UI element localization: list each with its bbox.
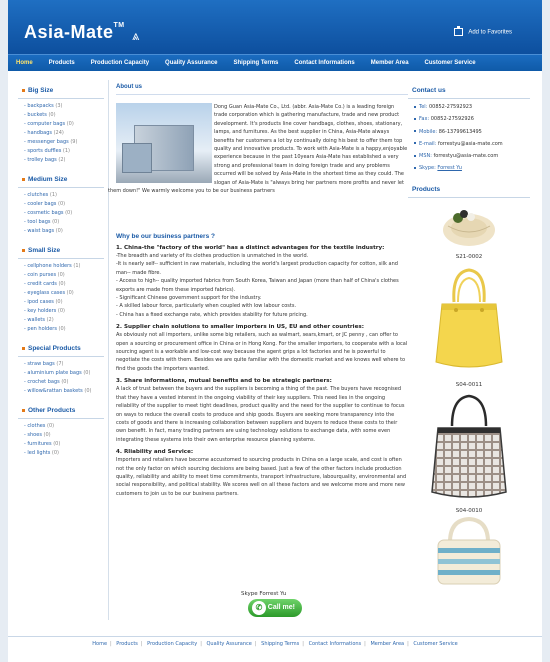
bullet-icon: [414, 130, 416, 132]
product-image: [408, 262, 530, 380]
contact-title: Contact us: [408, 82, 530, 99]
main-nav: [8, 54, 542, 71]
category-item[interactable]: - waist bags (0): [24, 228, 63, 234]
section-line: - China has a fixed exchange rate, which provides stability for future pricing.: [116, 311, 308, 318]
product-code: S04-0011: [455, 381, 483, 388]
product-item[interactable]: [408, 198, 530, 260]
product-image: [408, 516, 530, 586]
category-item[interactable]: - led lights (0): [24, 450, 60, 456]
product-image: [408, 390, 530, 506]
section-title: 2. Supplier chain solutions to smaller importers in US, EU and other countries:: [116, 324, 364, 331]
category-item[interactable]: - pen holders (0): [24, 326, 66, 332]
bullet-icon: [22, 178, 25, 181]
category-title: Other Products: [18, 402, 104, 419]
category-item[interactable]: - backpacks (3): [24, 103, 63, 109]
about-section: [108, 103, 408, 227]
page-title: About us: [116, 84, 142, 90]
contact-email[interactable]: E-mail: forrestyu@asia-mate.com: [408, 138, 530, 150]
nav-home[interactable]: Home: [16, 60, 33, 66]
bullet-icon: [414, 106, 416, 108]
photo-spacer: [108, 103, 214, 187]
category-item[interactable]: - cellphone holders (1): [24, 263, 81, 269]
footer-link-customer-service[interactable]: Customer Service: [413, 641, 458, 647]
footer-link-home[interactable]: Home: [92, 641, 108, 647]
products-title: Products: [408, 182, 530, 198]
footer-link-shipping-terms[interactable]: Shipping Terms: [261, 641, 300, 647]
category-item[interactable]: - willow&rattan baskets (0): [24, 388, 92, 394]
section-line: -It is nearly self-- sufficient in raw materials, including the world's largest production capacity for cotton, silk and man-- made fibre.: [116, 261, 398, 276]
right-sidebar: [408, 82, 530, 588]
nav-member-area[interactable]: Member Area: [370, 60, 409, 66]
separator: |: [200, 641, 202, 647]
bullet-icon: [414, 118, 416, 120]
bullet-icon: [414, 167, 416, 169]
category-item[interactable]: - crochet bags (0): [24, 379, 69, 385]
bullet-icon: [414, 142, 416, 144]
category-item[interactable]: - messenger bags (9): [24, 139, 78, 145]
section-title: 4. Rliability and Service:: [116, 449, 194, 456]
category-item[interactable]: - aluminium plate bags (0): [24, 370, 91, 376]
product-item[interactable]: [408, 262, 530, 388]
section-line: - Significant Chinese government support for the industry.: [116, 295, 262, 302]
section-paragraph: As obviously not all importers, unlike some big retailers, such as walmart, sears,kmart, or JC penny , can offer to open a sourcing or procurement office in China or in Hong Kong. For the smaller importers, to cooperate with a local sourcing agent is a workable and low-cost way because the agent grips a lot factories and he is powerful to negotiate the costs with them. Besides we are quite familiar with the domestic market and we knows well where to find the goods the importers wanted.: [116, 332, 408, 372]
bookmark-icon: [454, 28, 463, 36]
nav-production-capacity[interactable]: Production Capacity: [90, 60, 150, 66]
divider: [116, 94, 408, 95]
contact-list: [408, 99, 530, 175]
separator: |: [140, 641, 143, 647]
separator: |: [110, 641, 112, 647]
main-content: [108, 84, 408, 498]
footer-link-quality-assurance[interactable]: Quality Assurance: [206, 641, 252, 647]
contact-msn[interactable]: MSN: forrestyu@asia-mate.com: [408, 150, 530, 162]
footer-link-production-capacity[interactable]: Production Capacity: [147, 641, 198, 647]
nav-shipping-terms[interactable]: Shipping Terms: [233, 60, 279, 66]
bullet-icon: [414, 155, 416, 157]
category-item[interactable]: - clothes (0): [24, 423, 55, 429]
nav-customer-service[interactable]: Customer Service: [424, 60, 476, 66]
page: [8, 0, 542, 662]
footer-link-products[interactable]: Products: [116, 641, 138, 647]
logo-mark-icon: ⩓: [132, 29, 140, 44]
nav-products[interactable]: Products: [48, 60, 75, 66]
product-item[interactable]: [408, 516, 530, 588]
section-line: - A skilled labour force, particularly when coupled with low labour costs.: [116, 303, 297, 310]
category-item[interactable]: - computer bags (0): [24, 121, 74, 127]
separator: |: [254, 641, 257, 647]
category-item[interactable]: - coin purses (0): [24, 272, 65, 278]
category-item[interactable]: - sports duffles (1): [24, 148, 70, 154]
category-group: [18, 340, 104, 402]
contact-tel: Tel: 00852-27592923: [408, 101, 530, 113]
category-group: [18, 242, 104, 340]
section-title: 1. China-the "factory of the world" has a distinct advantages for the textile industry:: [116, 245, 385, 251]
contact-fax: Fax: 00852-27592926: [408, 113, 530, 125]
call-me-button[interactable]: ✆ Call me!: [248, 599, 302, 617]
category-item[interactable]: - wallets (2): [24, 317, 54, 323]
category-item[interactable]: - straw bags (7): [24, 361, 64, 367]
footer-link-member-area[interactable]: Member Area: [370, 641, 405, 647]
header: [8, 0, 542, 54]
category-list: [18, 259, 104, 340]
logo[interactable]: Asia-Mate™: [24, 22, 125, 42]
category-item[interactable]: - credit cards (0): [24, 281, 66, 287]
footer-link-contact-informations[interactable]: Contact Informations: [308, 641, 362, 647]
why-title: Why be our business partners ?: [116, 233, 215, 240]
category-group: [18, 402, 104, 464]
footer-nav: [8, 636, 542, 647]
category-item[interactable]: - ipod cases (0): [24, 299, 63, 305]
about-paragraph: Dong Guan Asia-Mate Co., Ltd. (abbr. Asia-Mate Co.) is a leading foreign trade corporation which is gathering manufacture, trade and new product development. It's products line cover handbags, clothes, shoes, stationary, lamps, and furnitures. As the best supplier in China, Asia-Mate always benefits her customers a lot by continually doing his best to offer them top quality and innovative products. To work with Asia-Mate is a happy,enjoyable experience because in the past 10years Asia-Mate has established a very strong and professional team in doing foreign trade and any problems occurred will be solved by Asia-Mate in the shortest time as they could. The slogan of Asia-Mate is "always bring her partners more profits and never let them down!" We warmly welcome you to be our business partners: [108, 104, 408, 195]
category-list: [18, 357, 104, 402]
category-item[interactable]: - furnitures (0): [24, 441, 61, 447]
category-list: [18, 419, 104, 464]
section-paragraph: A lack of trust between the buyers and the suppliers is becoming a thing of the past. The buyers have recognised that they have a vested interest in the ongoing viability of their key suppliers. This need lies in the ongoing reliability of the supplier to meet tight deadlines, product quality and the need for the supplier to continue to focus on ways to reduce the overall costs to produce and ship goods. Buyers are seeking more transparency into the costs of goods and there is increasing collaboration between suppliers and buyers to reduce these costs to their own benefit. In fact, many trading partners are using technology solutions to exchange data, with some even integrating these systems into their own enterprise resource planning systems.: [116, 386, 405, 443]
product-code: S04-0010: [455, 507, 483, 514]
category-item[interactable]: - tool bags (0): [24, 219, 60, 225]
category-group: [18, 82, 104, 171]
category-title: Big Size: [18, 82, 104, 99]
skype-label: Skype Forrest Yu: [241, 591, 287, 597]
category-item[interactable]: - shoes (0): [24, 432, 51, 438]
section-title: 3. Share informations, mutual benefits and to be strategic partners:: [116, 378, 332, 385]
add-to-favorites-link[interactable]: Add to Favorites: [454, 28, 512, 36]
section-line: - Access to high-- quality imported fabrics from South Korea, Taiwan and Japan (more than half of China's clothes exports are made from these imported fabrics).: [116, 278, 399, 293]
product-code: S21-0002: [455, 253, 483, 260]
category-sidebar: [18, 82, 104, 464]
category-item[interactable]: - cooler bags (0): [24, 201, 66, 207]
category-list: [18, 188, 104, 242]
category-title: Special Products: [18, 340, 104, 357]
contact-mobile: Mobile: 86-13799613495: [408, 126, 530, 138]
category-item[interactable]: - eyeglass cases (0): [24, 290, 74, 296]
category-item[interactable]: - trolley bags (2): [24, 157, 66, 163]
category-item[interactable]: - cosmetic bags (0): [24, 210, 73, 216]
bullet-icon: [22, 409, 25, 412]
separator: |: [302, 641, 304, 647]
product-item[interactable]: [408, 390, 530, 514]
category-item[interactable]: - buckets (0): [24, 112, 56, 118]
bullet-icon: [22, 89, 25, 92]
category-title: Medium Size: [18, 171, 104, 188]
contact-skype[interactable]: Skype: Forrest Yu: [408, 162, 530, 174]
about-text-block: [108, 103, 408, 195]
bullet-icon: [22, 249, 25, 252]
category-item[interactable]: - handbags (24): [24, 130, 64, 136]
separator: |: [407, 641, 409, 647]
phone-icon: ✆: [252, 601, 266, 615]
nav-quality-assurance[interactable]: Quality Assurance: [165, 60, 218, 66]
category-title: Small Size: [18, 242, 104, 259]
category-list: [18, 99, 104, 171]
nav-contact-informations[interactable]: Contact Informations: [294, 60, 355, 66]
separator: |: [364, 641, 366, 647]
category-group: [18, 171, 104, 242]
bullet-icon: [22, 347, 25, 350]
section-paragraph: Importers and retailers have become accustomed to sourcing products in China on a large scale, and cost is often not the only factor on which sourcing decisions are being based. Just a few of the other factors include production quality, reliability and ability to meet time commitments, transport infrastructure, labourquality, environmental and social responsibility, and political stability. We scores well on all these factors and we welcome more and more new customers to join us to be our business partners.: [116, 457, 407, 497]
section-line: -The breadth and variety of its clothes production is unmatched in the world.: [116, 253, 309, 259]
category-item[interactable]: - clutches (1): [24, 192, 57, 198]
category-item[interactable]: - key holders (0): [24, 308, 65, 314]
product-image: [408, 198, 530, 252]
